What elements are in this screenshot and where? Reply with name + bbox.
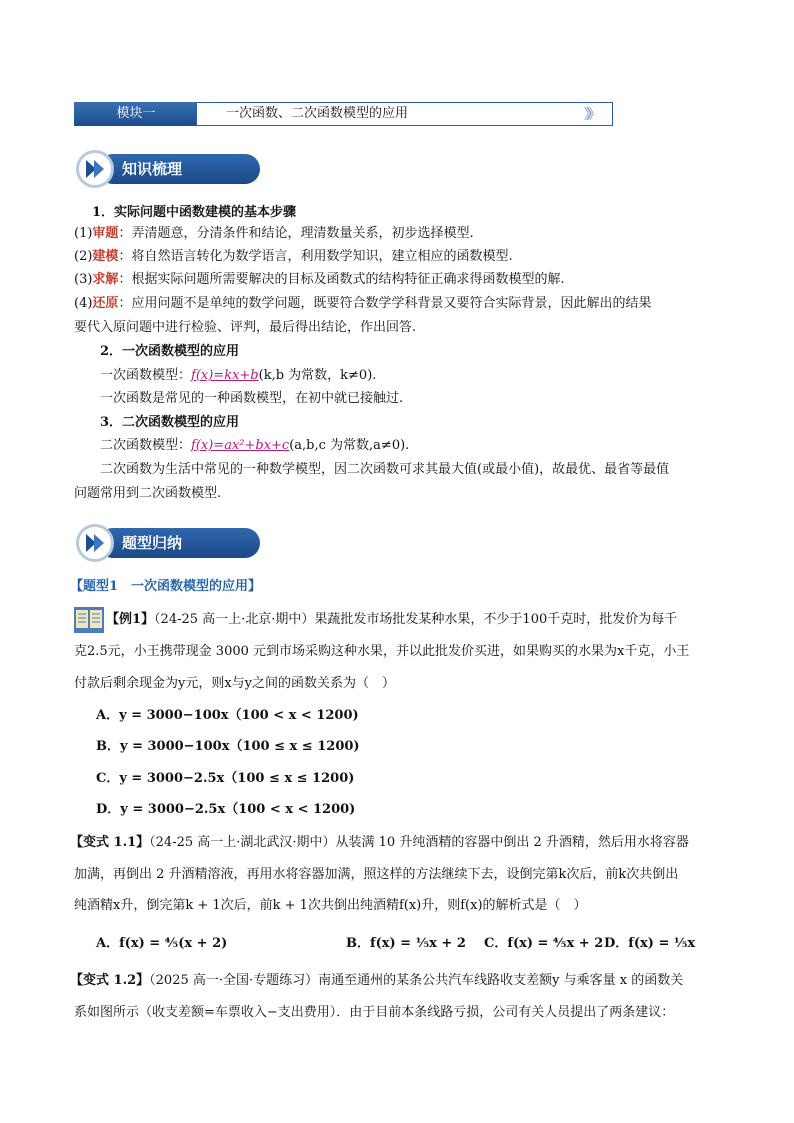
chevron-right-icon: 》》: [584, 107, 597, 123]
variant-1-1-option-b: B．f(x) = ¹⁄₅x + 2: [346, 936, 466, 951]
variant-1-1-line3: 纯酒精x升，倒完第k + 1次后，前k + 1次共倒出纯酒精f(x)升，则f(x)的解析式是（ ）: [74, 898, 587, 913]
section-title: 知识梳理: [122, 160, 183, 178]
heading-quadratic: 3．二次函数模型的应用: [100, 415, 240, 430]
play-arrow-icon: [76, 150, 114, 188]
quadratic-note-cont: 问题常用到二次函数模型.: [74, 486, 222, 501]
example1-line1: 【例1】（24-25 高一上·北京·期中）果蔬批发市场批发某种水果，不少于100千克时，批发价为每千: [106, 612, 678, 627]
variant-1-1-option-d: D．f(x) = ¹⁄₅x: [604, 936, 696, 951]
play-arrow-icon: [76, 524, 114, 562]
quadratic-note: 二次函数为生活中常见的一种数学模型，因二次函数可求其最大值(或最小值)，故最优、最省等最值: [100, 462, 670, 477]
quadratic-model: 二次函数模型：f(x)=ax²+bx+c(a,b,c 为常数,a≠0).: [100, 438, 410, 453]
module-title: 一次函数、二次函数模型的应用: [226, 106, 409, 121]
step-4: (4)还原：应用问题不是单纯的数学问题，既要符合数学学科背景又要符合实际背景，因此解出的结果: [74, 296, 652, 311]
option-a: A．y = 3000−100x（100 < x < 1200): [96, 708, 359, 723]
variant-1-1-option-c: C．f(x) = ⁴⁄₅x + 2: [484, 936, 604, 951]
heading-steps: 1．实际问题中函数建模的基本步骤: [92, 205, 297, 220]
variant-1-1-line1: 【变式 1.1】（24-25 高一上·湖北武汉·期中）从装满 10 升纯酒精的容器中倒出 2 升酒精，然后用水将容器: [70, 835, 689, 850]
option-b: B．y = 3000−100x（100 ≤ x ≤ 1200): [96, 739, 360, 754]
step-4-cont: 要代入原问题中进行检验、评判，最后得出结论，作出回答.: [74, 320, 417, 335]
linear-model: 一次函数模型：f(x)=kx+b(k,b 为常数，k≠0).: [100, 368, 377, 383]
section-header-knowledge: [74, 150, 260, 188]
variant-1-2-line1: 【变式 1.2】（2025 高一·全国·专题练习）南通至通州的某条公共汽车线路收支差额y 与乘客量 x 的函数关: [70, 973, 684, 988]
option-d: D．y = 3000−2.5x（100 < x < 1200): [96, 802, 356, 817]
variant-1-2-line2: 系如图所示（收支差额=车票收入−支出费用）．由于目前本条线路亏损，公司有关人员提出了两条建议：: [74, 1005, 675, 1020]
linear-note: 一次函数是常见的一种函数模型，在初中就已接触过.: [100, 391, 404, 406]
heading-linear: 2．一次函数模型的应用: [100, 344, 240, 359]
step-3: (3)求解：根据实际问题所需要解决的目标及函数式的结构特征正确求得函数模型的解.: [74, 272, 565, 287]
section-header-types: [74, 524, 260, 562]
variant-1-1-option-a: A．f(x) = ⁴⁄₅(x + 2): [96, 936, 228, 951]
option-c: C．y = 3000−2.5x（100 ≤ x ≤ 1200): [96, 771, 355, 786]
example1-line2: 克2.5元，小王携带现金 3000 元到市场采购这种水果，并以此批发价买进，如果购买的水果为x千克，小王: [74, 644, 690, 659]
section-title: 题型归纳: [122, 534, 183, 552]
variant-1-1-line2: 加满，再倒出 2 升酒精溶液，再用水将容器加满，照这样的方法继续下去，设倒完第k次后，前k次共倒出: [74, 867, 679, 882]
type1-heading: 【题型1 一次函数模型的应用】: [70, 579, 262, 594]
step-2: (2)建模：将自然语言转化为数学语言，利用数学知识，建立相应的函数模型.: [74, 249, 513, 264]
step-1: (1)审题：弄清题意，分清条件和结论，理清数量关系，初步选择模型.: [74, 226, 474, 241]
book-icon: [74, 607, 104, 633]
example1-line3: 付款后剩余现金为y元，则x与y之间的函数关系为（ ）: [74, 676, 396, 691]
module-tab: 模块一: [74, 102, 198, 126]
